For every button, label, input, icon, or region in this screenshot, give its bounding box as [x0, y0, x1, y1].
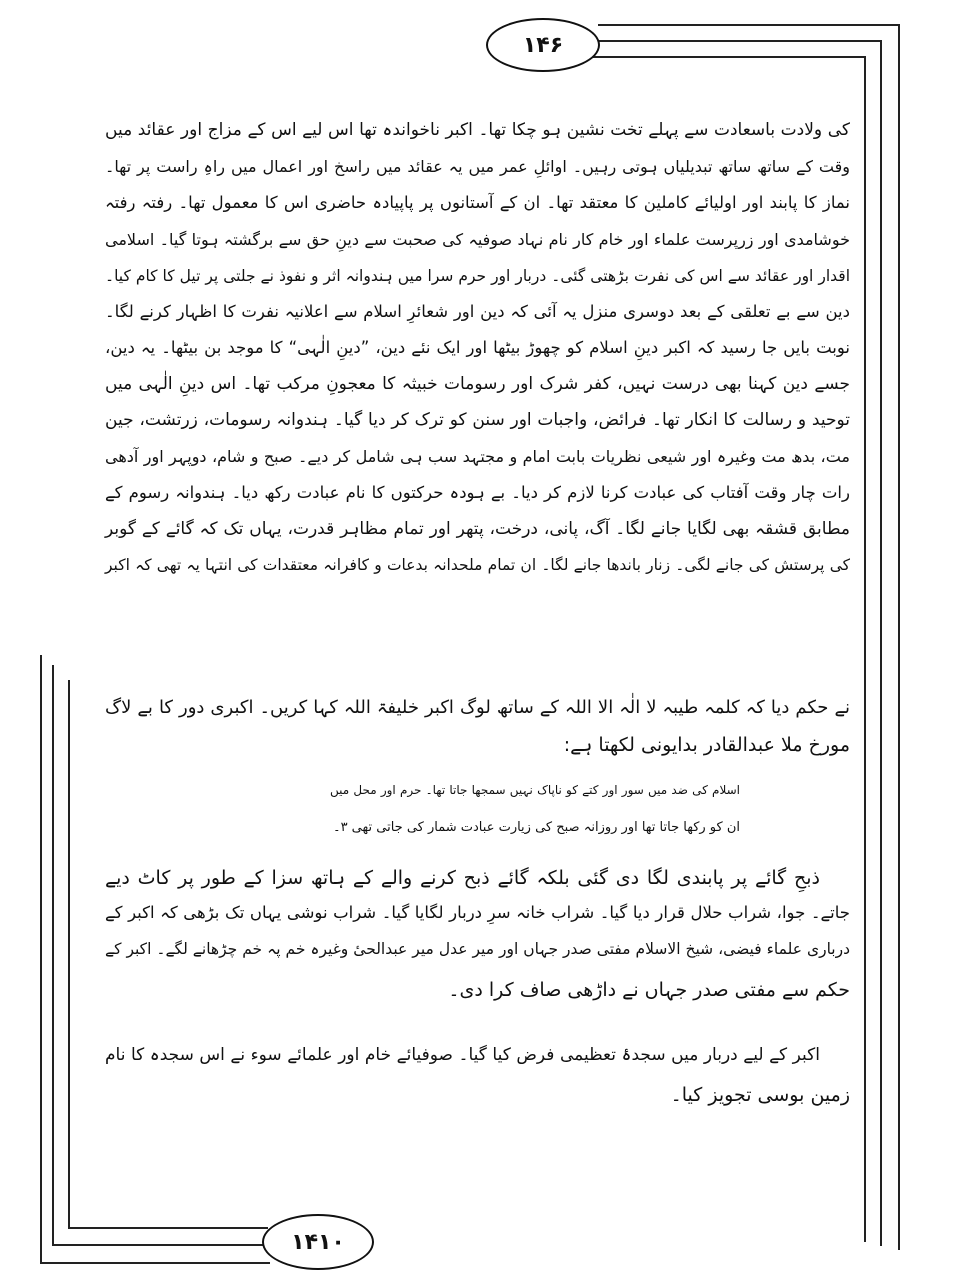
- body-line: نے حکم دیا کہ کلمہ طیبہ لا الٰہ الا اللہ کے ساتھ لوگ اکبر خلیفۃ اللہ کہا کریں۔ اکبری دور کا بے لاگ: [105, 697, 850, 718]
- frame-line: [68, 680, 70, 1228]
- frame-line: [68, 1227, 268, 1229]
- frame-line: [898, 24, 900, 1250]
- frame-line: [598, 40, 882, 42]
- body-line: اقدار اور عقائد سے اس کی نفرت بڑھتی گئی۔ دربار اور حرم سرا میں ہندوانہ اثر و نفوذ نے جلتی پر تیل کا کام کیا۔: [105, 267, 850, 285]
- body-line: حکم سے مفتی صدر جہاں نے داڑھی صاف کرا دی۔: [448, 979, 850, 1001]
- body-line: مطابق قشقہ بھی لگایا جانے لگا۔ آگ، پانی، درخت، پتھر اور تمام مظاہر قدرت، یہاں تک کہ گائے کے گوبر: [105, 519, 850, 539]
- body-line: رات چار وقت آفتاب کی عبادت کرنا لازم کر دیا۔ بے ہودہ حرکتوں کا نام عبادت رکھ دیا۔ ہندوانہ رسوم کے: [105, 483, 850, 502]
- frame-line: [52, 665, 54, 1245]
- frame-line: [52, 1244, 264, 1246]
- page-number-bottom-text: ۱۴۱۰: [291, 1229, 345, 1255]
- quote-line: اسلام کی ضد میں سور اور کتے کو ناپاک نہیں سمجھا جاتا تھا۔ حرم اور محل میں: [330, 783, 740, 797]
- page-number-top-text: ۱۴۶: [522, 32, 564, 58]
- body-line: خوشامدی اور زرپرست علماء اور خام کار نام نہاد صوفیہ کی صحبت سے دینِ حق سے برگشتہ ہوتا گیا۔ اسلامی: [105, 230, 850, 249]
- body-line: زمین بوسی تجویز کیا۔: [670, 1084, 850, 1106]
- page-number-top: [486, 18, 600, 72]
- body-line: مورخ ملا عبدالقادر بدایونی لکھتا ہے:: [563, 734, 850, 756]
- body-line: کی پرستش کی جانے لگی۔ زنار باندھا جانے لگا۔ ان تمام ملحدانہ بدعات و کافرانہ معتقدات کی انتہا یہ تھی کہ اکبر: [105, 556, 850, 574]
- frame-line: [40, 655, 42, 1263]
- body-line: اکبر کے لیے دربار میں سجدۂ تعظیمی فرض کیا گیا۔ صوفیائے خام اور علمائے سوء نے اس سجدہ کا نام: [105, 1045, 820, 1065]
- body-line: وقت کے ساتھ ساتھ تبدیلیاں ہوتی رہیں۔ اوائلِ عمر میں یہ عقائد میں راسخ اور اعمال میں راہِ راست پر تھا۔: [105, 157, 850, 176]
- page-number-bottom: [262, 1214, 374, 1270]
- body-line: نوبت بایں جا رسید کہ اکبر دینِ اسلام کو چھوڑ بیٹھا اور ایک نئے دین، ”دینِ الٰہی“ کا موجد بن بیٹھا۔ یہ دین،: [105, 338, 850, 357]
- frame-line: [864, 56, 866, 1242]
- frame-line: [40, 1262, 270, 1264]
- body-line: توحید و رسالت کا انکار تھا۔ فرائض، واجبات اور سنن کو ترک کر دیا گیا۔ ہندوانہ رسومات، زرتشت، جین: [105, 410, 850, 430]
- body-line: کی ولادت باسعادت سے پہلے تخت نشین ہو چکا تھا۔ اکبر ناخواندہ تھا اس لیے اس کے مزاج اور عقائد میں: [105, 120, 850, 140]
- frame-line: [592, 56, 866, 58]
- body-line: دین سے بے تعلقی کے بعد دوسری منزل یہ آئی کہ دین اور شعائرِ اسلام سے اعلانیہ نفرت کا اظہار کرنے لگا۔: [105, 302, 850, 321]
- quote-line: ان کو رکھا جاتا تھا اور روزانہ صبح کی زیارت عبادت شمار کی جاتی تھی ۳۔: [332, 820, 740, 835]
- body-line: ذبحِ گائے پر پابندی لگا دی گئی بلکہ گائے ذبح کرنے والے کے ہاتھ سزا کے طور پر کاٹ دیے: [105, 867, 820, 889]
- frame-line: [880, 40, 882, 1246]
- body-line: مت، بدھ مت وغیرہ اور شیعی نظریات بابت امام و مجتہد سب ہی شامل کر دیے۔ صبح و شام، دوپہر اور آدھی: [105, 447, 850, 466]
- body-line: جسے دین کہنا بھی درست نہیں، کفر شرک اور رسومات خبیثہ کا معجونِ مرکب تھا۔ اس دینِ الٰہی میں: [105, 374, 850, 394]
- body-line: نماز کا پابند اور اولیائے کاملین کا معتقد تھا۔ ان کے آستانوں پر پاپیادہ حاضری اس کا معمول تھا۔ رفتہ رفتہ: [105, 193, 850, 212]
- frame-line: [598, 24, 900, 26]
- body-line: درباری علماء فیضی، شیخ الاسلام مفتی صدر جہاں اور میر عدل میر عبدالحیٔ وغیرہ خم پہ خم چڑھانے لگے۔ اکبر کے: [105, 940, 850, 958]
- body-line: جاتے۔ جوا، شراب حلال قرار دیا گیا۔ شراب خانہ سرِ دربار لگایا گیا۔ شراب نوشی یہاں تک بڑھی کہ اکبر کے: [105, 903, 850, 922]
